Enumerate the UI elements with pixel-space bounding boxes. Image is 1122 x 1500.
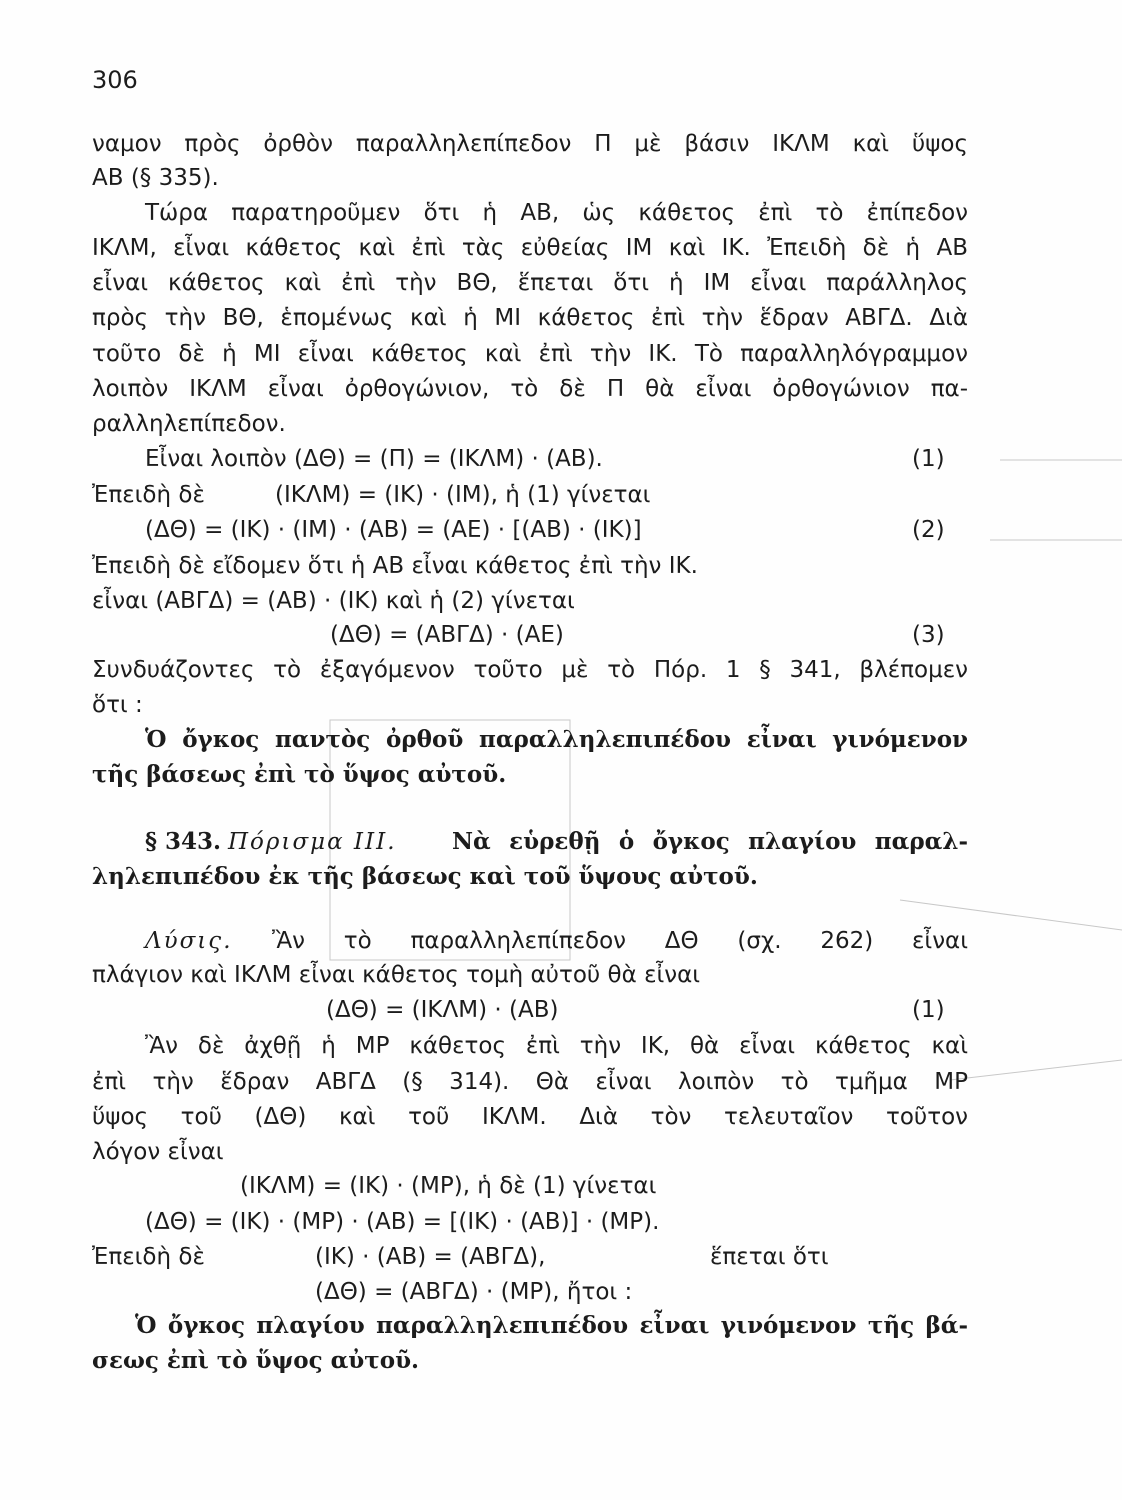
equation-number: (1) (912, 997, 945, 1023)
text-line: ΙΚΛΜ, εἶναι κάθετος καὶ ἐπὶ τὰς εὐθείας ΙΜ καὶ ΙΚ. Ἐπειδὴ δὲ ἡ ΑΒ (92, 235, 968, 261)
theorem-line: Ὁ ὄγκος παντὸς ὀρθοῦ παραλληλεπιπέδου εἶναι γινόμενον (145, 726, 968, 753)
theorem-line: σεως ἐπὶ τὸ ὕψος αὐτοῦ. (92, 1347, 420, 1374)
equation: (ΙΚ) · (ΑΒ) = (ΑΒΓΔ), (315, 1244, 546, 1270)
text-line: πρὸς τὴν ΒΘ, ἑπομένως καὶ ἡ ΜΙ κάθετος ἐπὶ τὴν ἕδραν ΑΒΓΔ. Διὰ (92, 305, 968, 331)
text-line: ΑΒ (§ 335). (92, 165, 219, 191)
text-line: ναμον πρὸς ὀρθὸν παραλληλεπίπεδον Π μὲ βάσιν ΙΚΛΜ καὶ ὕψος (92, 131, 968, 157)
text-line: ὅτι : (92, 692, 143, 718)
equation-number: (2) (912, 517, 945, 543)
page-number: 306 (92, 66, 138, 94)
solution-label: Λύσις. (145, 928, 233, 954)
text-line: ραλληλεπίπεδον. (92, 411, 286, 437)
text-line: ὕψος τοῦ (ΔΘ) καὶ τοῦ ΙΚΛΜ. Διὰ τὸν τελευταῖον τοῦτον (92, 1104, 968, 1130)
equation: (ΔΘ) = (ΙΚ) · (ΜΡ) · (ΑΒ) = [(ΙΚ) · (ΑΒ)] · (ΜΡ). (145, 1209, 660, 1235)
text-line: Ἂν τὸ παραλληλεπίπεδον ΔΘ (σχ. 262) εἶναι (272, 928, 968, 954)
equation: (ΙΚΛΜ) = (ΙΚ) · (ΜΡ), ἡ δὲ (1) γίνεται (240, 1173, 657, 1199)
text-line: λοιπὸν ΙΚΛΜ εἶναι ὀρθογώνιον, τὸ δὲ Π θὰ εἶναι ὀρθογώνιον πα- (92, 376, 968, 402)
text-line: Συνδυάζοντες τὸ ἐξαγόμενον τοῦτο μὲ τὸ Πόρ. 1 § 341, βλέπομεν (92, 657, 968, 683)
equation-number: (1) (912, 446, 945, 472)
section-title: ληλεπιπέδου ἐκ τῆς βάσεως καὶ τοῦ ὕψους αὐτοῦ. (92, 863, 758, 890)
section-label: Πόρισμα ΙΙΙ. (228, 829, 397, 855)
theorem-line: Ὁ ὄγκος πλαγίου παραλληλεπιπέδου εἶναι γινόμενον τῆς βά- (135, 1312, 968, 1339)
text-line: τοῦτο δὲ ἡ ΜΙ εἶναι κάθετος καὶ ἐπὶ τὴν ΙΚ. Τὸ παραλληλόγραμμον (92, 341, 968, 367)
equation: (ΔΘ) = (ΙΚΛΜ) · (ΑΒ) (326, 997, 559, 1023)
text-line: Ἂν δὲ ἀχθῇ ἡ ΜΡ κάθετος ἐπὶ τὴν ΙΚ, θὰ εἶναι κάθετος καὶ (145, 1033, 968, 1059)
equation: (ΙΚΛΜ) = (ΙΚ) · (ΙΜ), ἡ (1) γίνεται (275, 482, 651, 508)
theorem-line: τῆς βάσεως ἐπὶ τὸ ὕψος αὐτοῦ. (92, 761, 507, 788)
text-line: λόγον εἶναι (92, 1139, 224, 1165)
equation: (ΔΘ) = (ΙΚ) · (ΙΜ) · (ΑΒ) = (ΑΕ) · [(ΑΒ) · (ΙΚ)] (145, 517, 642, 543)
text-line: εἶναι κάθετος καὶ ἐπὶ τὴν ΒΘ, ἕπεται ὅτι ἡ ΙΜ εἶναι παράλληλος (92, 270, 968, 296)
text-tail: ἕπεται ὅτι (710, 1244, 829, 1270)
equation: (ΔΘ) = (ΑΒΓΔ) · (ΜΡ), ἤτοι : (315, 1279, 633, 1305)
section-number: § 343. (145, 828, 222, 855)
equation: Εἶναι λοιπὸν (ΔΘ) = (Π) = (ΙΚΛΜ) · (ΑΒ). (145, 446, 603, 472)
text-line: πλάγιον καὶ ΙΚΛΜ εἶναι κάθετος τομὴ αὐτοῦ θὰ εἶναι (92, 962, 701, 988)
text-lead: Ἐπειδὴ δὲ (92, 482, 205, 508)
text-line: Τώρα παρατηροῦμεν ὅτι ἡ ΑΒ, ὡς κάθετος ἐπὶ τὸ ἐπίπεδον (145, 200, 968, 226)
equation-number: (3) (912, 622, 945, 648)
text-line: Ἐπειδὴ δὲ εἴδομεν ὅτι ἡ ΑΒ εἶναι κάθετος ἐπὶ τὴν ΙΚ. (92, 553, 698, 579)
text-line: εἶναι (ΑΒΓΔ) = (ΑΒ) · (ΙΚ) καὶ ἡ (2) γίνεται (92, 588, 575, 614)
text-lead: Ἐπειδὴ δὲ (92, 1244, 205, 1270)
text-line: ἐπὶ τὴν ἕδραν ΑΒΓΔ (§ 314). Θὰ εἶναι λοιπὸν τὸ τμῆμα ΜΡ (92, 1069, 968, 1095)
equation: (ΔΘ) = (ΑΒΓΔ) · (ΑΕ) (330, 622, 564, 648)
section-title: Νὰ εὑρεθῇ ὁ ὄγκος πλαγίου παραλ- (452, 828, 968, 855)
